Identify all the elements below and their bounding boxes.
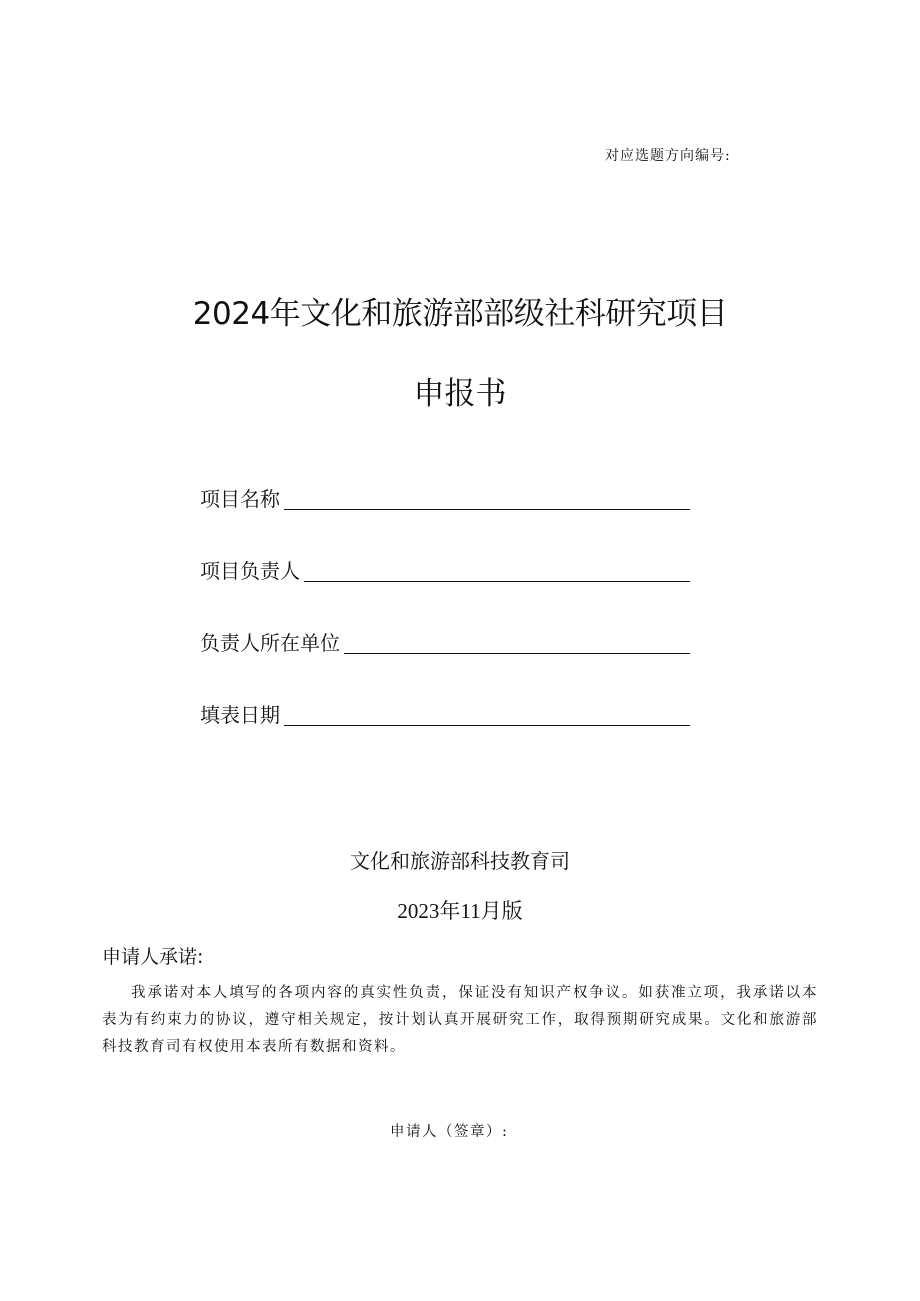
topic-number-label: 对应选题方向编号:	[605, 148, 731, 164]
issuing-organization: 文化和旅游部科技教育司	[350, 849, 570, 873]
fill-date-blank[interactable]	[284, 701, 690, 726]
project-name-label: 项目名称	[200, 487, 280, 511]
page-title: 2024年文化和旅游部部级社科研究项目	[192, 296, 728, 332]
fill-date-label: 填表日期	[200, 703, 280, 727]
leader-unit-label: 负责人所在单位	[200, 631, 340, 655]
leader-unit-blank[interactable]	[344, 629, 690, 654]
project-leader-label: 项目负责人	[200, 559, 300, 583]
pledge-heading: 申请人承诺:	[102, 946, 204, 968]
pledge-body: 我承诺对本人填写的各项内容的真实性负责，保证没有知识产权争议。如获准立项，我承诺以本表为有约束力的协议，遵守相关规定，按计划认真开展研究工作，取得预期研究成果。文化和旅游部科技教育司有权使用本表所有数据和资料。	[102, 985, 818, 1055]
project-name-blank[interactable]	[284, 485, 690, 510]
signature-label: 申请人（签章）:	[390, 1124, 509, 1140]
project-leader-blank[interactable]	[304, 557, 690, 582]
form-version: 2023年11月版	[397, 899, 523, 923]
project-name-field	[200, 480, 690, 512]
leader-unit-field	[200, 624, 690, 656]
project-leader-field	[200, 552, 690, 584]
fill-date-field	[200, 696, 690, 728]
page-subtitle: 申报书	[413, 376, 507, 412]
